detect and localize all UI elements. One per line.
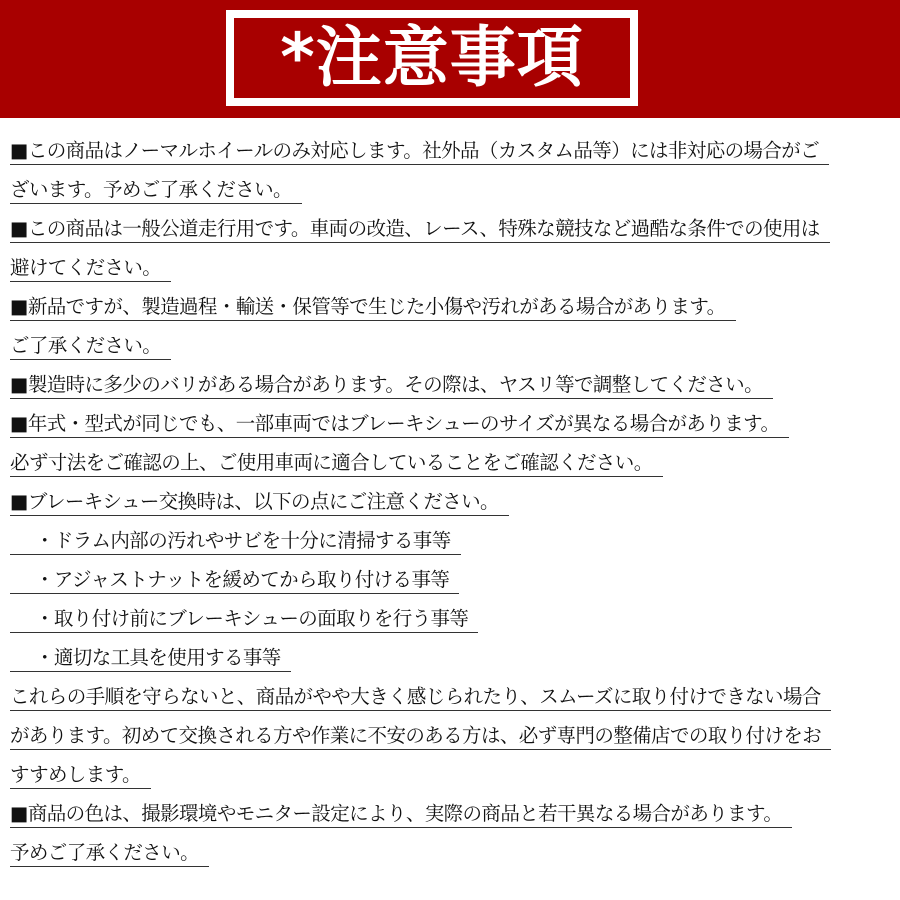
- note-text: 必ず寸法をご確認の上、ご使用車両に適合していることをご確認ください。: [10, 450, 653, 474]
- note-text: ・ドラム内部の汚れやサビを十分に清掃する事等: [35, 528, 451, 552]
- note-line: [10, 554, 459, 594]
- note-line: [10, 203, 830, 243]
- note-line: [10, 164, 302, 204]
- note-text: ■この商品はノーマルホイールのみ対応します。社外品（カスタム品等）には非対応の場合がご: [10, 138, 820, 162]
- note-line: [10, 125, 829, 165]
- note-text: ■この商品は一般公道走行用です。車両の改造、レース、特殊な競技など過酷な条件での使用は: [10, 216, 820, 240]
- note-line: [10, 827, 209, 867]
- note-line: [10, 398, 789, 438]
- page-title: *注意事項: [280, 19, 584, 96]
- note-line: [10, 593, 478, 633]
- note-text: これらの手順を守らないと、商品がやや大きく感じられたり、スムーズに取り付けできない場合: [10, 684, 821, 708]
- note-line: [10, 632, 291, 672]
- note-text: ■新品ですが、製造過程・輸送・保管等で生じた小傷や汚れがある場合があります。: [10, 294, 726, 318]
- note-text: 避けてください。: [10, 255, 162, 279]
- note-text: ご了承ください。: [10, 333, 162, 357]
- note-text: ・アジャストナットを緩めてから取り付ける事等: [35, 567, 450, 591]
- note-text: ・取り付け前にブレーキシューの面取りを行う事等: [35, 606, 469, 630]
- note-text: ■商品の色は、撮影環境やモニター設定により、実際の商品と若干異なる場合があります。: [10, 801, 783, 825]
- note-line: [10, 515, 461, 555]
- note-text: ■ブレーキシュー交換時は、以下の点にご注意ください。: [10, 489, 499, 513]
- note-text: ・適切な工具を使用する事等: [35, 645, 281, 669]
- note-line: [10, 749, 151, 789]
- note-line: [10, 788, 792, 828]
- note-line: [10, 281, 736, 321]
- note-text: すすめします。: [10, 762, 141, 786]
- note-text: ■製造時に多少のバリがある場合があります。その際は、ヤスリ等で調整してください。: [10, 372, 763, 396]
- note-line: [10, 359, 773, 399]
- note-line: [10, 437, 663, 477]
- note-line: [10, 476, 509, 516]
- note-text: 予めご了承ください。: [10, 840, 200, 864]
- note-line: [10, 320, 171, 360]
- note-text: ざいます。予めご了承ください。: [10, 177, 292, 201]
- note-text: ■年式・型式が同じでも、一部車両ではブレーキシューのサイズが異なる場合があります。: [10, 411, 780, 435]
- note-line: [10, 710, 831, 750]
- note-line: [10, 242, 171, 282]
- note-line: [10, 671, 831, 711]
- note-text: があります。初めて交換される方や作業に不安のある方は、必ず専門の整備店での取り付けをお: [10, 723, 822, 747]
